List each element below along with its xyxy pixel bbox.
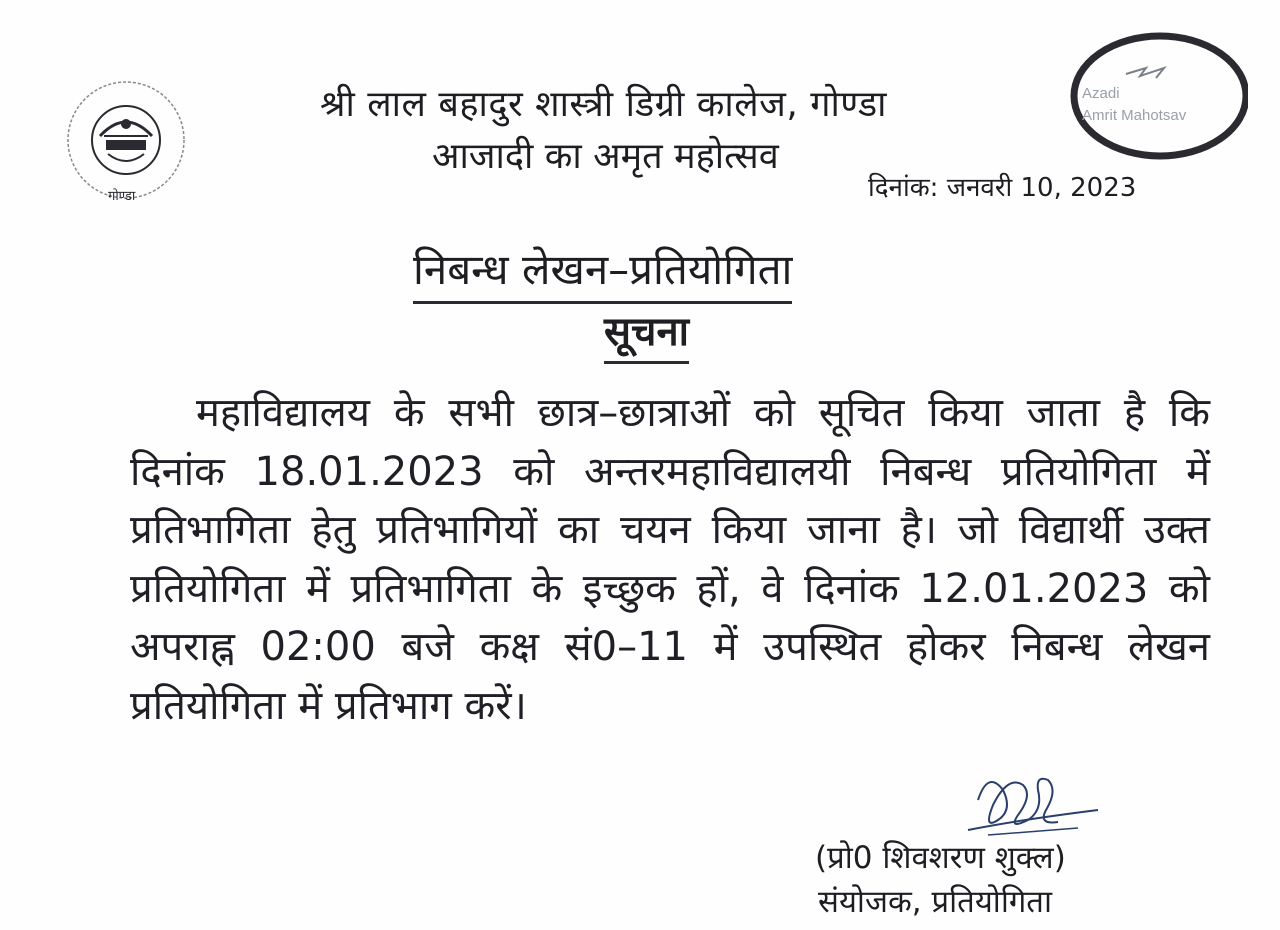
amrit-mahotsav-logo-word: Amrit Mahotsav <box>1082 107 1187 124</box>
notice-heading: सूचना <box>604 302 689 364</box>
azadi-logo-word: Azadi <box>1082 85 1120 102</box>
azadi-ka-amrit-mahotsav-logo <box>1068 30 1248 170</box>
signatory-name: (प्रो0 शिवशरण शुक्ल) <box>815 840 1066 876</box>
notice-date: दिनांक: जनवरी 10, 2023 <box>868 173 1137 203</box>
college-name: श्री लाल बहादुर शास्त्री डिग्री कालेज, गोण्डा <box>320 84 887 125</box>
event-subtitle: आजादी का अमृत महोत्सव <box>432 136 779 177</box>
signatory-role: संयोजक, प्रतियोगिता <box>818 884 1053 920</box>
seal-caption: गोण्डा <box>108 189 136 204</box>
notice-body: महाविद्यालय के सभी छात्र–छात्राओं को सूचित किया जाता है कि दिनांक 18.01.2023 को अन्तरमहाविद्यालयी निबन्ध प्रतियोगिता में प्रतिभागिता हेतु प्रतिभागियों का चयन किया जाना है। जो विद्यार्थी उक्त प्रतियोगिता में प्रतिभागिता के इच्छुक हों, वे दिनांक 12.01.2023 को अपराह्न 02:00 बजे कक्ष सं0–11 में उपस्थित होकर निबन्ध लेखन प्रतियोगिता में प्रतिभाग करें। <box>130 390 1210 729</box>
notice-title: निबन्ध लेखन–प्रतियोगिता <box>413 240 792 304</box>
